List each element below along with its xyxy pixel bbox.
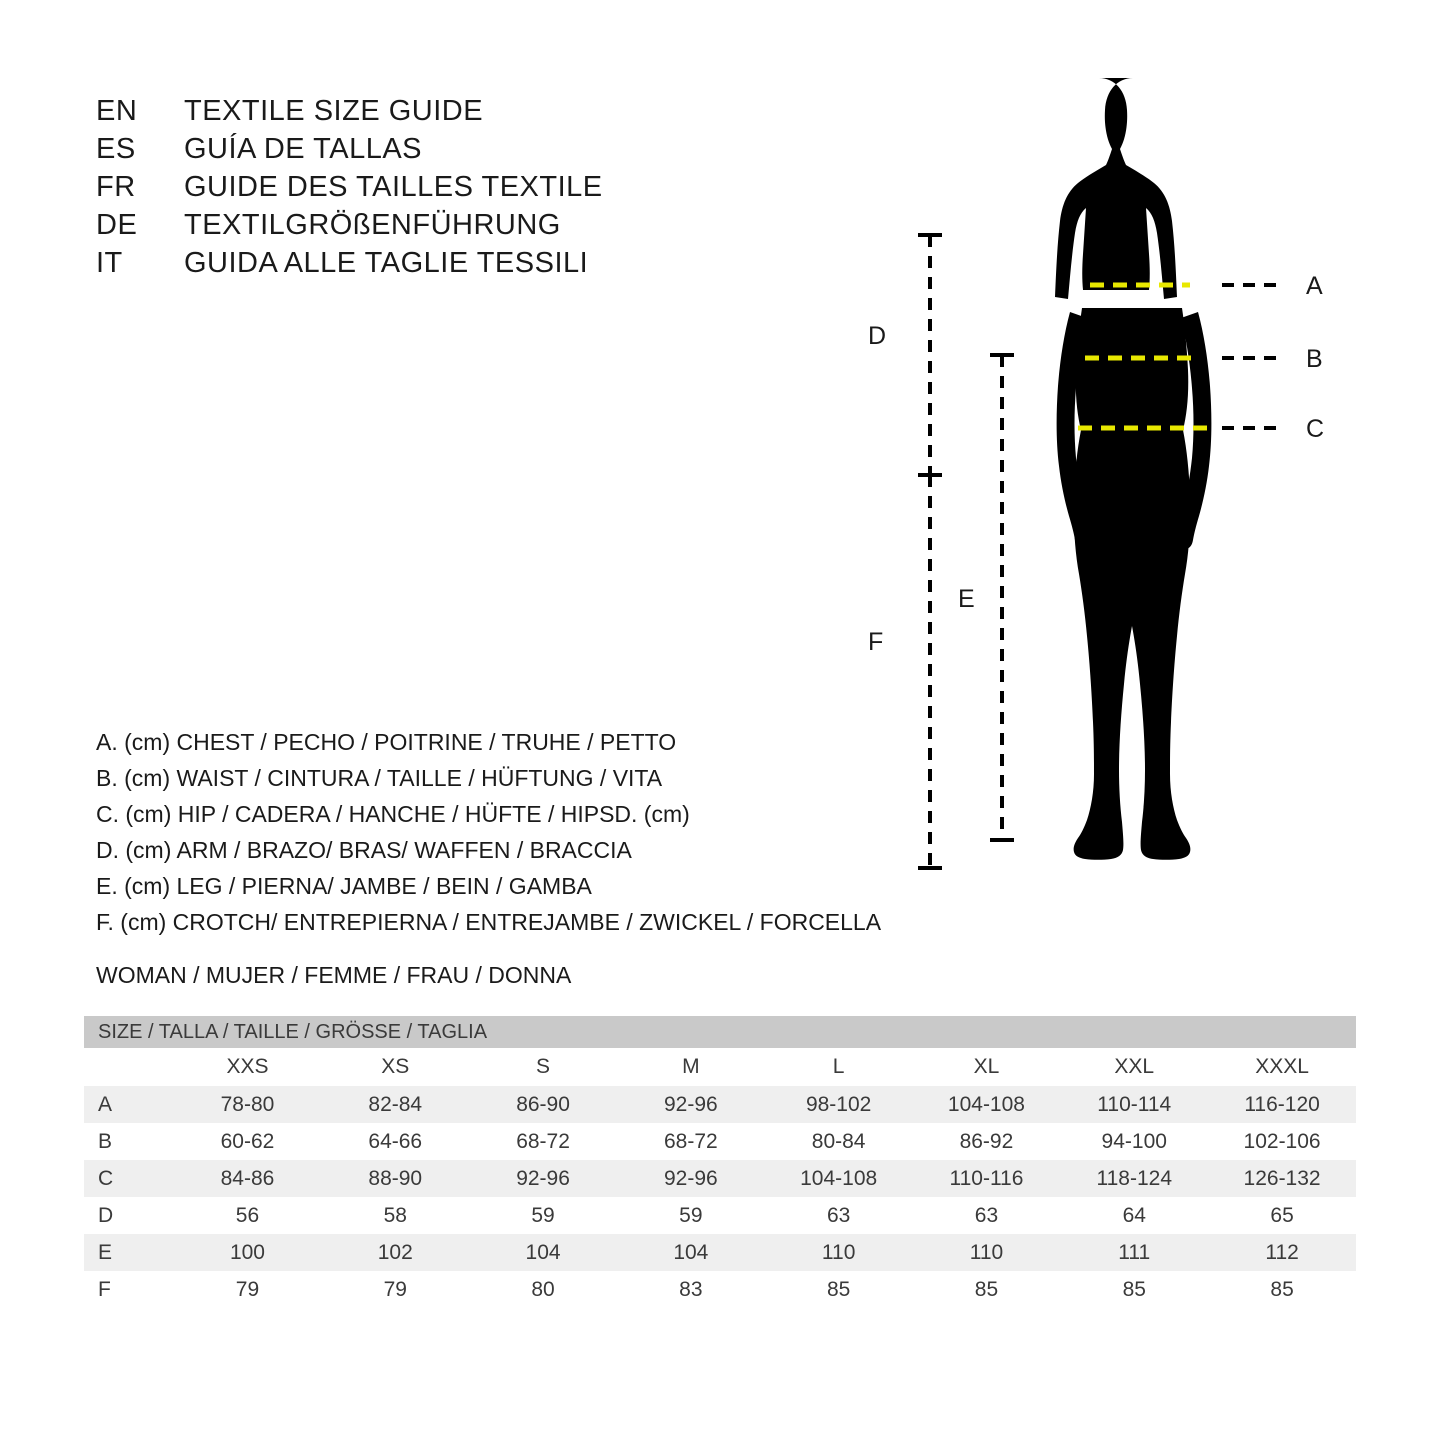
table-header-m: M [617,1048,765,1086]
cell-e-xs: 102 [321,1234,469,1271]
cell-e-l: 110 [765,1234,913,1271]
cell-a-xxs: 78-80 [174,1086,322,1123]
title-lang-de: DE [96,209,138,241]
table-header-xxl: XXL [1060,1048,1208,1086]
cell-e-xxxl: 112 [1208,1234,1356,1271]
table-row [84,1197,1356,1234]
cell-b-xs: 64-66 [321,1123,469,1160]
cell-d-xxxl: 65 [1208,1197,1356,1234]
table-row-label-c: C [84,1160,174,1197]
cell-e-s: 104 [469,1234,617,1271]
cell-d-m: 59 [617,1197,765,1234]
cell-c-xs: 88-90 [321,1160,469,1197]
cell-b-m: 68-72 [617,1123,765,1160]
cell-e-m: 104 [617,1234,765,1271]
title-text-it: GUIDA ALLE TAGLIE TESSILI [184,247,589,279]
table-row-label-b: B [84,1123,174,1160]
cell-b-s: 68-72 [469,1123,617,1160]
marker-e: E [958,585,975,613]
title-row-es [96,130,603,168]
title-row-en [96,92,603,130]
cell-a-l: 98-102 [765,1086,913,1123]
arm-dimension-line [918,235,942,475]
title-lang-fr: FR [96,171,136,203]
cell-a-s: 86-90 [469,1086,617,1123]
gender-label: WOMAN / MUJER / FEMME / FRAU / DONNA [96,962,572,988]
table-row-label-d: D [84,1197,174,1234]
marker-f: F [868,628,884,656]
table-header-xxs: XXS [174,1048,322,1086]
table-header-xs: XS [321,1048,469,1086]
cell-a-xxl: 110-114 [1060,1086,1208,1123]
cell-f-xl: 85 [913,1271,1061,1308]
table-header-row [84,1048,1356,1086]
title-text-de: TEXTILGRÖßENFÜHRUNG [184,209,561,241]
title-text-es: GUÍA DE TALLAS [184,133,423,165]
title-row-de [96,206,603,244]
table-row [84,1086,1356,1123]
title-lang-it: IT [96,247,123,279]
table-row [84,1123,1356,1160]
cell-f-xxxl: 85 [1208,1271,1356,1308]
cell-b-xl: 86-92 [913,1123,1061,1160]
title-row-fr [96,168,603,206]
cell-e-xl: 110 [913,1234,1061,1271]
female-silhouette-icon [830,50,1390,930]
legend-item-b: B. (cm) WAIST / CINTURA / TAILLE / HÜFTUNG / VITA [96,765,663,791]
cell-f-l: 85 [765,1271,913,1308]
legend-item-c: C. (cm) HIP / CADERA / HANCHE / HÜFTE / HIPSD. (cm) [96,801,690,827]
leg-dimension-line [990,355,1014,840]
body-measurement-diagram [830,50,1390,930]
cell-d-s: 59 [469,1197,617,1234]
table-header-l: L [765,1048,913,1086]
table-row-label-a: A [84,1086,174,1123]
marker-a: A [1306,272,1323,300]
measurement-legend [96,724,881,940]
legend-item-f: F. (cm) CROTCH/ ENTREPIERNA / ENTREJAMBE / ZWICKEL / FORCELLA [96,909,882,935]
marker-b: B [1306,345,1323,373]
title-lang-es: ES [96,133,136,165]
cell-c-xl: 110-116 [913,1160,1061,1197]
marker-d: D [868,322,887,350]
cell-f-m: 83 [617,1271,765,1308]
table-header-xl: XL [913,1048,1061,1086]
table-header-s: S [469,1048,617,1086]
size-table [84,1016,1356,1308]
marker-c: C [1306,415,1325,443]
cell-f-xxs: 79 [174,1271,322,1308]
crotch-dimension-line [918,475,942,868]
cell-d-xs: 58 [321,1197,469,1234]
cell-c-m: 92-96 [617,1160,765,1197]
cell-b-xxl: 94-100 [1060,1123,1208,1160]
cell-d-xxs: 56 [174,1197,322,1234]
table-row [84,1160,1356,1197]
table-header-xxxl: XXXL [1208,1048,1356,1086]
table-header-rowlabel [84,1048,174,1086]
table-row-label-e: E [84,1234,174,1271]
cell-e-xxs: 100 [174,1234,322,1271]
cell-c-xxl: 118-124 [1060,1160,1208,1197]
title-text-en: TEXTILE SIZE GUIDE [184,95,484,127]
cell-a-xxxl: 116-120 [1208,1086,1356,1123]
cell-f-xs: 79 [321,1271,469,1308]
legend-item-e: E. (cm) LEG / PIERNA/ JAMBE / BEIN / GAMBA [96,873,592,899]
cell-f-xxl: 85 [1060,1271,1208,1308]
table-row [84,1234,1356,1271]
title-row-it [96,244,603,282]
cell-d-l: 63 [765,1197,913,1234]
table-band-title-row [84,1016,1356,1048]
cell-b-l: 80-84 [765,1123,913,1160]
cell-a-xl: 104-108 [913,1086,1061,1123]
cell-e-xxl: 111 [1060,1234,1208,1271]
legend-item-d: D. (cm) ARM / BRAZO/ BRAS/ WAFFEN / BRACCIA [96,837,632,863]
cell-a-xs: 82-84 [321,1086,469,1123]
cell-b-xxs: 60-62 [174,1123,322,1160]
table-band-title: SIZE / TALLA / TAILLE / GRÖSSE / TAGLIA [84,1016,1356,1048]
cell-b-xxxl: 102-106 [1208,1123,1356,1160]
cell-c-xxxl: 126-132 [1208,1160,1356,1197]
cell-c-s: 92-96 [469,1160,617,1197]
cell-c-xxs: 84-86 [174,1160,322,1197]
cell-c-l: 104-108 [765,1160,913,1197]
title-block [96,92,603,282]
legend-item-a: A. (cm) CHEST / PECHO / POITRINE / TRUHE / PETTO [96,729,677,755]
title-text-fr: GUIDE DES TAILLES TEXTILE [184,171,603,203]
cell-f-s: 80 [469,1271,617,1308]
title-lang-en: EN [96,95,138,127]
cell-a-m: 92-96 [617,1086,765,1123]
cell-d-xl: 63 [913,1197,1061,1234]
cell-d-xxl: 64 [1060,1197,1208,1234]
table-row [84,1271,1356,1308]
table-row-label-f: F [84,1271,174,1308]
